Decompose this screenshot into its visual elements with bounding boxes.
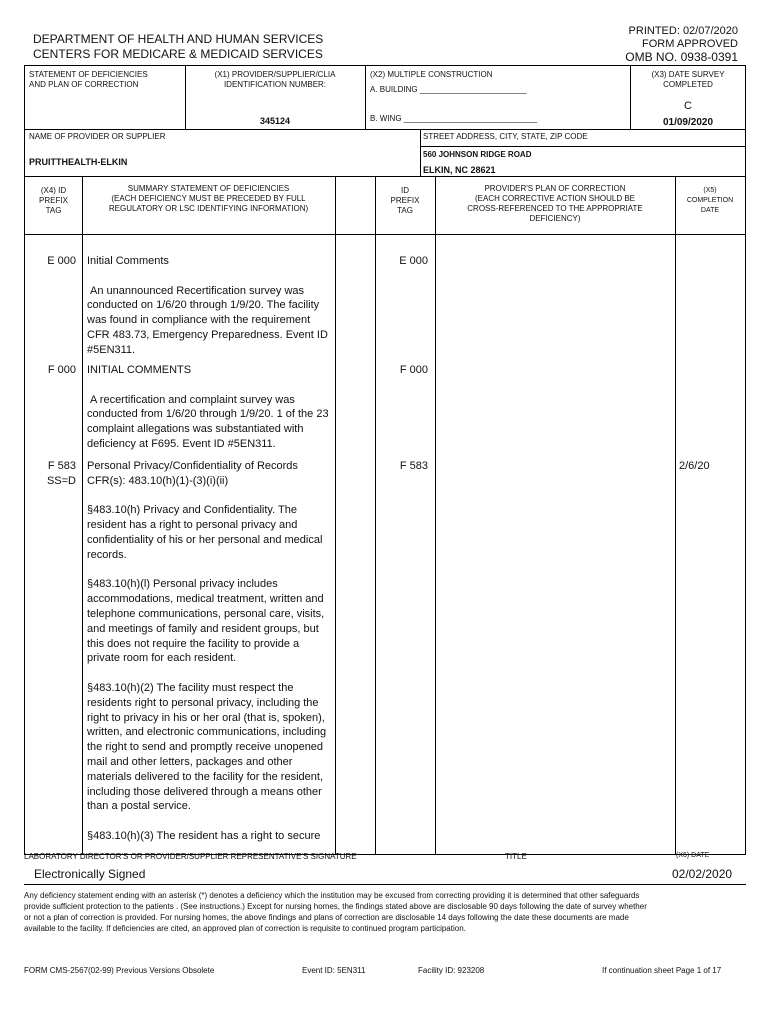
plan-header: PROVIDER'S PLAN OF CORRECTION (EACH CORRECTIVE ACTION SHOULD BE CROSS-REFERENCED TO THE APPROPRIATE DEFICIENCY)	[467, 184, 643, 223]
disclaimer-text: Any deficiency statement ending with an asterisk (*) denotes a deficiency which the institution may be excused from correcting providing it is determined that other safeguards provide sufficient protection to the patients . (See instructions.) Except for nursing homes, the findings stated above are disclosable 90 days following the date of survey whether or not a plan of correction is provided. For nursing homes, the above findings and plans of correction are disclosable 14 days following the date these documents are made available to the facility. If deficiencies are cited, an approved plan of correction is requisite to continued program participation.	[24, 891, 647, 933]
omb-number: OMB NO. 0938-0391	[625, 50, 738, 64]
page-number: If continuation sheet Page 1 of 17	[602, 966, 722, 975]
deficiency-form	[24, 65, 746, 855]
id-f583: F 583	[399, 460, 428, 472]
f583-title: Personal Privacy/Confidentiality of Records	[87, 460, 298, 472]
tag-e000: E 000	[47, 255, 76, 267]
f583-paragraph-2: §483.10(h)(l) Personal privacy includes accommodations, medical treatment, written and telephone communications, personal care, visits, and meetings of family and resident groups, but this does not require the facility to provide a private room for each resident.	[87, 578, 325, 665]
f583-cfr: CFR(s): 483.10(h)(1)-(3)(i)(ii)	[87, 474, 229, 487]
signature-date: 02/02/2020	[672, 867, 733, 881]
summary-text-f000	[87, 363, 335, 467]
facility-id: Facility ID: 923208	[418, 966, 485, 975]
form-number: FORM CMS-2567(02-99) Previous Versions Obsolete	[24, 966, 215, 975]
street-address: 560 JOHNSON RIDGE ROAD	[423, 150, 532, 159]
x1-label: (X1) PROVIDER/SUPPLIER/CLIA IDENTIFICATION NUMBER:	[214, 70, 336, 89]
form-approval-header	[625, 25, 738, 64]
provider-id-number: 345124	[259, 116, 291, 126]
x4-prefix-header: (X4) ID PREFIX TAG	[39, 186, 68, 215]
x3-label: (X3) DATE SURVEY COMPLETED	[651, 70, 725, 89]
address-label: STREET ADDRESS, CITY, STATE, ZIP CODE	[423, 132, 588, 141]
e000-title: Initial Comments	[87, 255, 169, 267]
summary-text-f583	[87, 459, 335, 859]
building-field: A. BUILDING ________________________	[370, 85, 527, 94]
id-prefix-header: ID PREFIX TAG	[390, 186, 420, 215]
printed-date: PRINTED: 02/07/2020	[628, 25, 738, 37]
completion-date-header: (X5) COMPLETION DATE	[686, 187, 734, 214]
id-f000: F 000	[399, 364, 428, 376]
survey-completed-date: 01/09/2020	[662, 117, 714, 128]
form-approved: FORM APPROVED	[642, 38, 738, 50]
x2-label: (X2) MULTIPLE CONSTRUCTION	[370, 70, 493, 79]
event-id: Event ID: 5EN311	[302, 966, 366, 975]
f583-paragraph-4: §483.10(h)(3) The resident has a right to secure	[87, 829, 321, 842]
x6-date-label: (X6) DATE	[676, 852, 710, 859]
f583-completion-date: 2/6/20	[679, 460, 710, 472]
f000-text: A recertification and complaint survey was conducted from 1/6/20 through 1/9/20. 1 of the 23 complaint allegations was substantiated with deficiency at F695. Event ID #5EN311.	[87, 393, 329, 450]
tag-f000: F 000	[47, 364, 76, 376]
center-name: CENTERS FOR MEDICARE & MEDICAID SERVICES	[33, 47, 323, 61]
tag-f583: F 583	[47, 460, 76, 472]
f000-title: INITIAL COMMENTS	[87, 364, 192, 376]
e000-text: An unannounced Recertification survey was conducted on 1/6/20 through 1/9/20. The facility was found in compliance with the requirement CFR 483.73, Emergency Preparedness. Event ID #5EN311.	[87, 284, 328, 356]
summary-text	[87, 254, 335, 372]
f583-paragraph-3: §483.10(h)(2) The facility must respect the residents right to personal privacy, including the right to privacy in his or her oral (that is, spoken), written, and electronic communications, including the right to send and promptly receive unopened mail and other letters, packages and other materials delivered to the facility for the resident, including those delivered through a means other than a postal service.	[87, 681, 327, 813]
provider-name: PRUITTHEALTH-ELKIN	[29, 157, 128, 167]
id-e000: E 000	[399, 255, 428, 267]
signature-label: LABORATORY DIRECTOR'S OR PROVIDER/SUPPLIER REPRESENTATIVE'S SIGNATURE	[24, 852, 357, 861]
scope-severity: SS=D	[46, 475, 76, 487]
statement-label: STATEMENT OF DEFICIENCIES AND PLAN OF CORRECTION	[29, 70, 148, 89]
agency-header	[33, 32, 323, 62]
summary-header: SUMMARY STATEMENT OF DEFICIENCIES (EACH DEFICIENCY MUST BE PRECEDED BY FULL REGULATORY OR LSC IDENTIFYING INFORMATION)	[108, 184, 309, 213]
signature-value: Electronically Signed	[34, 867, 146, 881]
city-state-zip: ELKIN, NC 28621	[423, 165, 496, 175]
dept-name: DEPARTMENT OF HEALTH AND HUMAN SERVICES	[33, 32, 324, 46]
provider-name-label: NAME OF PROVIDER OR SUPPLIER	[29, 132, 166, 141]
survey-code: C	[684, 100, 692, 112]
f583-paragraph-1: §483.10(h) Privacy and Confidentiality. The resident has a right to personal privacy and confidentiality of his or her personal and medical records.	[87, 504, 323, 561]
wing-field: B. WING ______________________________	[370, 114, 538, 123]
title-label: TITLE	[505, 852, 527, 861]
